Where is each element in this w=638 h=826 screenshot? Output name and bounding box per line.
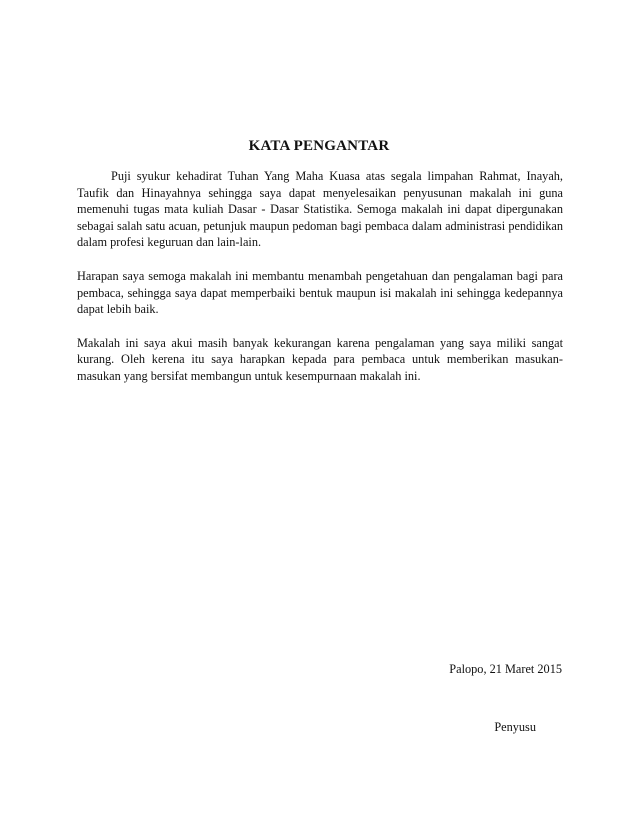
document-body [77, 168, 563, 402]
page-title: KATA PENGANTAR [248, 138, 390, 154]
place-date: Palopo, 21 Maret 2015 [449, 662, 562, 676]
paragraph-intro: Puji syukur kehadirat Tuhan Yang Maha Kuasa atas segala limpahan Rahmat, Inayah, Taufik dan Hinayahnya sehingga saya dapat menyelesaikan penyusunan makalah ini guna memenuhi tugas mata kuliah Dasar - Dasar Statistika. Semoga makalah ini dapat dipergunakan sebagai salah satu acuan, petunjuk maupun pedoman bagi pembaca dalam administrasi pendidikan dalam profesi keguruan dan lain-lain. [77, 169, 563, 250]
paragraph-hope: Harapan saya semoga makalah ini membantu menambah pengetahuan dan pengalaman bagi para pembaca, sehingga saya dapat memperbaiki bentuk maupun isi makalah ini sehingga kedepannya dapat lebih baik. [77, 268, 563, 317]
signer-name: Penyusu [494, 720, 536, 734]
paragraph-closing: Makalah ini saya akui masih banyak kekurangan karena pengalaman yang saya miliki sangat kurang. Oleh kerena itu saya harapkan kepada para pembaca untuk memberikan masukan-masukan yang bersifat membangun untuk kesempurnaan makalah ini. [77, 335, 563, 383]
